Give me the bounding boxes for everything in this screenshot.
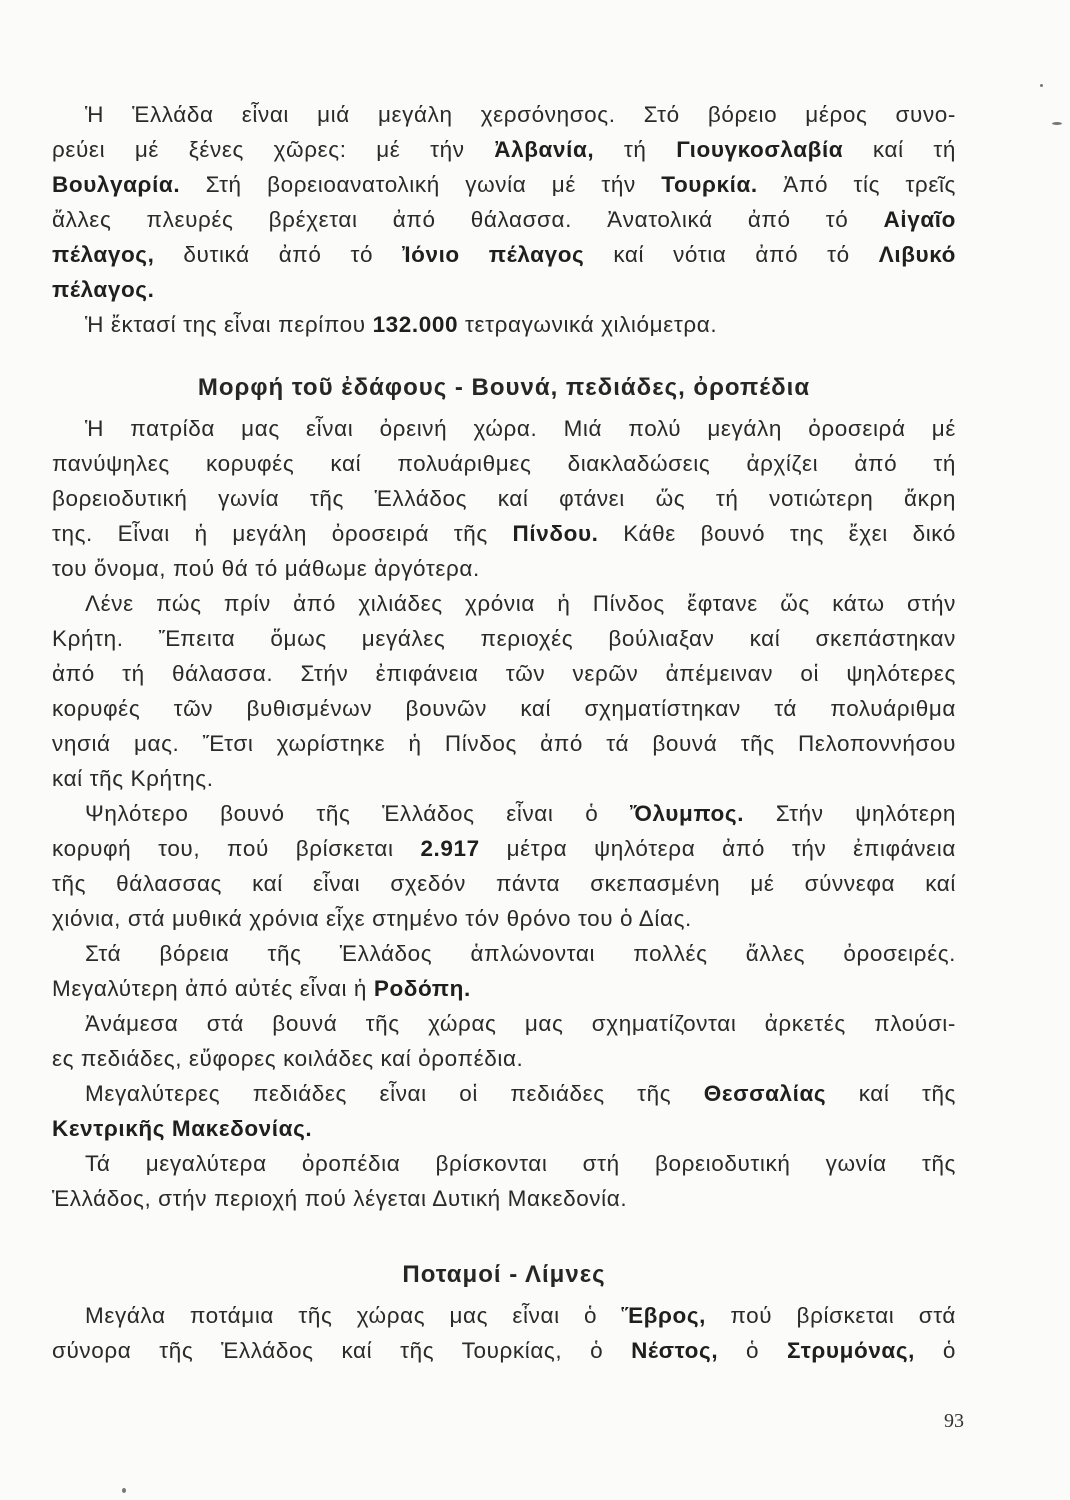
text-line xyxy=(85,100,956,130)
bold-term: Ροδόπη. xyxy=(373,976,471,1001)
text-line xyxy=(52,974,956,1004)
bold-term: Βουλγαρία. xyxy=(52,172,181,197)
text-run: του ὄνομα, πού θά τό μάθωμε ἀργότερα. xyxy=(52,556,480,581)
text-line xyxy=(52,1184,956,1214)
text-line xyxy=(52,694,956,724)
text-run: βορειοδυτική γωνία τῆς Ἑλλάδος καί φτάνει ὥς τή νοτιώτερη ἄκρη xyxy=(52,486,956,511)
text-line xyxy=(52,764,956,794)
bold-term: Ὄλυμπος. xyxy=(630,801,745,826)
bold-term: Αἰγαῖο xyxy=(883,207,956,232)
bold-term: Τουρκία. xyxy=(661,172,758,197)
bold-term: Ἀλβανία, xyxy=(494,137,595,162)
text-run: Ἡ ἔκτασί της εἶναι περίπου xyxy=(85,312,373,337)
text-line xyxy=(52,1114,956,1144)
text-line xyxy=(52,170,956,200)
text-line xyxy=(52,484,956,514)
text-run: χιόνια, στά μυθικά χρόνια εἶχε στημένο τόν θρόνο του ὁ Δίας. xyxy=(52,906,692,931)
text-line xyxy=(52,869,956,899)
text-line xyxy=(85,1009,956,1039)
bold-term: πέλαγος, xyxy=(52,242,155,267)
text-line xyxy=(52,135,956,165)
text-run: ὁ xyxy=(718,1338,788,1363)
text-line xyxy=(52,1336,956,1366)
text-line xyxy=(52,554,956,584)
text-run: δυτικά ἀπό τό xyxy=(154,242,403,267)
bold-term: Γιουγκοσλαβία xyxy=(676,137,844,162)
text-line xyxy=(85,589,956,619)
text-run: Ἀνάμεσα στά βουνά τῆς χώρας μας σχηματίζονται ἀρκετές πλούσι- xyxy=(85,1011,956,1036)
bold-term: Ἕβρος, xyxy=(621,1303,707,1328)
text-run: σύνορα τῆς Ἑλλάδος καί τῆς Τουρκίας, ὁ xyxy=(52,1338,632,1363)
text-line xyxy=(85,414,956,444)
text-run: Ἀπό τίς τρεῖς xyxy=(757,172,956,197)
text-run: ες πεδιάδες, εὔφορες κοιλάδες καί ὀροπέδια. xyxy=(52,1046,524,1071)
text-line xyxy=(85,310,956,340)
text-run: τή xyxy=(594,137,677,162)
bold-term: Κεντρικῆς Μακεδονίας. xyxy=(52,1116,313,1141)
text-line xyxy=(85,1149,956,1179)
text-line xyxy=(52,624,956,654)
text-run: τετραγωνικά χιλιόμετρα. xyxy=(458,312,718,337)
scan-speck xyxy=(1052,122,1062,125)
text-line xyxy=(52,729,956,759)
text-run: καί τῆς xyxy=(826,1081,956,1106)
text-run: νησιά μας. Ἔτσι χωρίστηκε ἡ Πίνδος ἀπό τά βουνά τῆς Πελοποννήσου xyxy=(52,731,956,756)
bold-term: Στρυμόνας, xyxy=(787,1338,916,1363)
text-run: ἀπό τή θάλασσα. Στήν ἐπιφάνεια τῶν νερῶν ἀπέμειναν οἱ ψηλότερες xyxy=(52,661,956,686)
text-run: ὁ xyxy=(915,1338,956,1363)
text-run: Ἡ Ἑλλάδα εἶναι μιά μεγάλη χερσόνησος. Στό βόρειο μέρος συνο- xyxy=(85,102,956,127)
section-heading-relief: Μορφή τοῦ ἐδάφους - Βουνά, πεδιάδες, ὀροπέδια xyxy=(197,374,811,401)
scan-speck xyxy=(122,1488,126,1493)
text-line xyxy=(52,205,956,235)
text-line xyxy=(52,449,956,479)
bold-term: 2.917 xyxy=(420,836,480,861)
text-run: τῆς θάλασσας καί εἶναι σχεδόν πάντα σκεπασμένη μέ σύννεφα καί xyxy=(52,871,956,896)
text-line xyxy=(85,799,956,829)
text-run: κορυφές τῶν βυθισμένων βουνῶν καί σχηματίστηκαν τά πολυάριθμα xyxy=(52,696,956,721)
text-line xyxy=(52,904,956,934)
text-line xyxy=(52,519,956,549)
scan-speck xyxy=(1040,84,1043,87)
text-line xyxy=(52,834,956,864)
text-line xyxy=(85,1079,956,1109)
text-line xyxy=(52,240,956,270)
text-run: Μεγαλύτερη ἀπό αὐτές εἶναι ἡ xyxy=(52,976,374,1001)
bold-term: Ἰόνιο πέλαγος xyxy=(402,242,585,267)
text-run: μέτρα ψηλότερα ἀπό τήν ἐπιφάνεια xyxy=(479,836,956,861)
text-line xyxy=(85,939,956,969)
section-heading-rivers: Ποταμοί - Λίμνες xyxy=(402,1261,606,1288)
bold-term: Νέστος, xyxy=(631,1338,719,1363)
text-line xyxy=(52,659,956,689)
text-line xyxy=(85,1301,956,1331)
text-run: Τά μεγαλύτερα ὀροπέδια βρίσκονται στή βορειοδυτική γωνία τῆς xyxy=(85,1151,956,1176)
bold-term: Θεσσαλίας xyxy=(703,1081,827,1106)
text-run: Κάθε βουνό της ἔχει δικό xyxy=(598,521,956,546)
bold-term: Πίνδου. xyxy=(512,521,599,546)
text-run: καί νότια ἀπό τό xyxy=(584,242,879,267)
text-run: Μεγάλα ποτάμια τῆς χώρας μας εἶναι ὁ xyxy=(85,1303,622,1328)
text-run: Στή βορειοανατολική γωνία μέ τήν xyxy=(180,172,662,197)
text-run: πού βρίσκεται στά xyxy=(706,1303,957,1328)
text-run: κορυφή του, πού βρίσκεται xyxy=(52,836,421,861)
text-run: καί τῆς Κρήτης. xyxy=(52,766,214,791)
text-run: της. Εἶναι ἡ μεγάλη ὀροσειρά τῆς xyxy=(52,521,513,546)
text-run: Κρήτη. Ἔπειτα ὅμως μεγάλες περιοχές βούλιαξαν καί σκεπάστηκαν xyxy=(52,626,956,651)
text-run: ρεύει μέ ξένες χῶρες: μέ τήν xyxy=(52,137,495,162)
bold-term: πέλαγος. xyxy=(52,277,155,302)
text-run: Ψηλότερο βουνό τῆς Ἑλλάδος εἶναι ὁ xyxy=(85,801,631,826)
text-run: ἄλλες πλευρές βρέχεται ἀπό θάλασσα. Ἀνατολικά ἀπό τό xyxy=(52,207,884,232)
text-run: Ἑλλάδος, στήν περιοχή πού λέγεται Δυτική Μακεδονία. xyxy=(52,1186,628,1211)
text-run: Στήν ψηλότερη xyxy=(744,801,956,826)
bold-term: 132.000 xyxy=(372,312,459,337)
text-line xyxy=(52,275,956,305)
text-run: Στά βόρεια τῆς Ἑλλάδος ἁπλώνονται πολλές ἄλλες ὀροσειρές. xyxy=(85,941,956,966)
text-run: Μεγαλύτερες πεδιάδες εἶναι οἱ πεδιάδες τῆς xyxy=(85,1081,704,1106)
text-run: πανύψηλες κορυφές καί πολυάριθμες διακλαδώσεις ἀρχίζει ἀπό τή xyxy=(52,451,956,476)
text-run: Λένε πώς πρίν ἀπό χιλιάδες χρόνια ἡ Πίνδος ἔφτανε ὥς κάτω στήν xyxy=(85,591,956,616)
text-run: καί τή xyxy=(843,137,957,162)
page-number: 93 xyxy=(944,1410,964,1432)
text-line xyxy=(52,1044,956,1074)
text-run: Ἡ πατρίδα μας εἶναι ὀρεινή χώρα. Μιά πολύ μεγάλη ὀροσειρά μέ xyxy=(85,416,956,441)
bold-term: Λιβυκό xyxy=(878,242,956,267)
